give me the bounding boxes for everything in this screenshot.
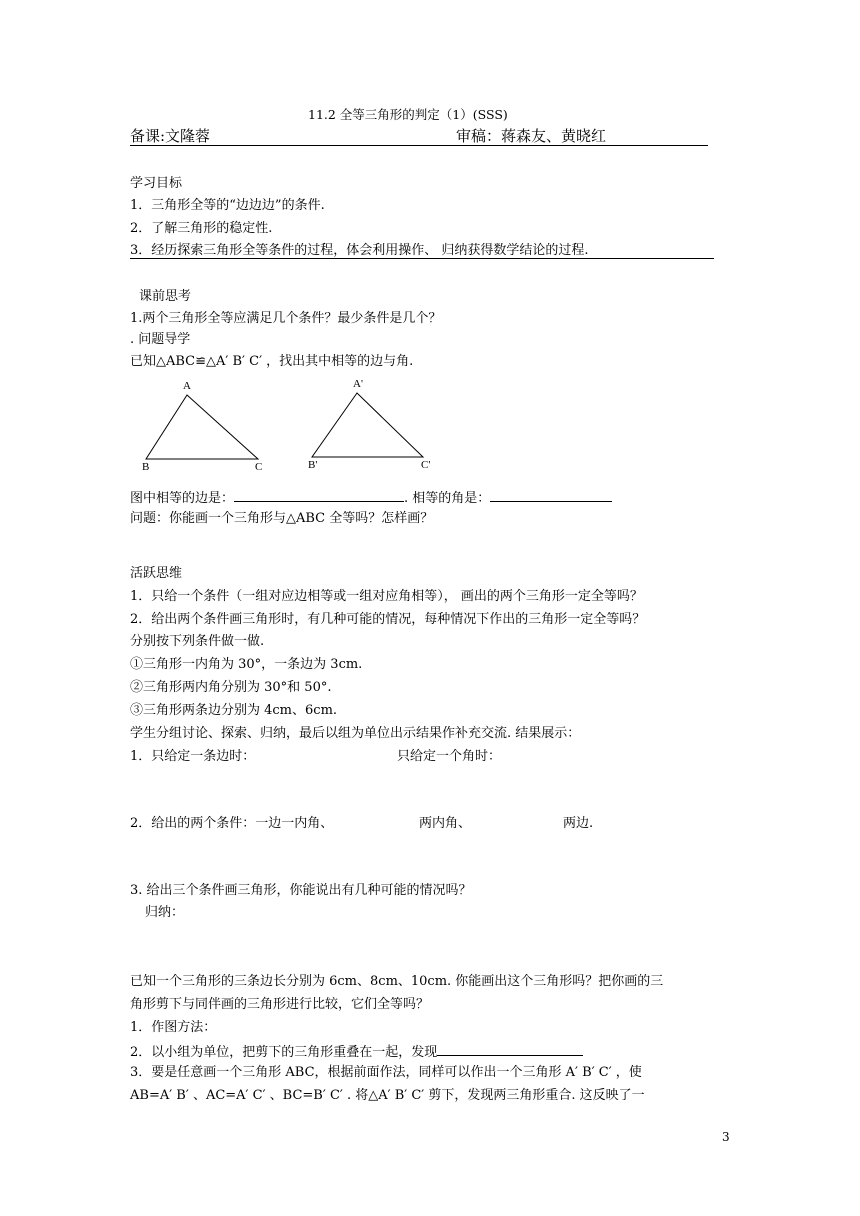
task-line-1: 已知一个三角形的三条边长分别为 6cm、8cm、10cm. 你能画出这个三角形吗？把你画的三 xyxy=(130,974,664,989)
page-number: 3 xyxy=(722,1130,730,1144)
condition-1: ①三角形一内角为 30°，一条边为 3cm. xyxy=(130,657,363,672)
condition-2: ②三角形两内角分别为 30°和 50°. xyxy=(130,680,332,695)
equal-angles-blank[interactable] xyxy=(490,487,612,502)
step-3-line-2: AB=A′ B′ 、AC=A′ C′ 、BC=B′ C′ . 将△A′ B′ C′ 剪下，发现两三角形重合. 这反映了一 xyxy=(130,1088,645,1103)
construct-question: 问题：你能画一个三角形与△ABC 全等吗？怎样画？ xyxy=(130,511,434,526)
summary-label: 归纳： xyxy=(145,905,185,920)
discussion-line: 学生分组讨论、探索、归纳，最后以组为单位出示结果作补充交流. 结果展示： xyxy=(130,726,581,741)
condition-3: ③三角形两条边分别为 4cm、6cm. xyxy=(130,703,338,718)
triangle-a-prime-b-prime-c-prime xyxy=(312,393,423,457)
step-2 xyxy=(130,1041,583,1062)
known-statement: 已知△ABC≌△A′ B′ C′ ，找出其中相等的边与角. xyxy=(130,354,414,369)
preparer-label: 备课:文隆蓉 xyxy=(130,127,211,145)
result-2-two-angles: 两内角、 xyxy=(419,816,472,831)
equal-sides-blank[interactable] xyxy=(234,487,404,502)
step-2-blank[interactable] xyxy=(437,1041,583,1056)
active-line-1: 1．只给一个条件（一组对应边相等或一组对应角相等）， 画出的两个三角形一定全等吗？ xyxy=(130,589,643,604)
triangle-abc xyxy=(146,395,258,459)
active-heading: 活跃思维 xyxy=(130,566,183,581)
step-1: 1．作图方法： xyxy=(130,1020,217,1035)
equal-sides-label: 图中相等的边是： xyxy=(130,491,235,506)
equal-angles-label: . 相等的角是： xyxy=(404,491,491,506)
preclass-heading: 课前思考 xyxy=(139,289,192,304)
result-1-side: 1．只给定一条边时： xyxy=(130,749,256,764)
vertex-label-a-prime: A' xyxy=(353,378,363,390)
goal-item-1: 1．三角形全等的“边边边”的条件. xyxy=(130,198,325,213)
goal-item-2: 2．了解三角形的稳定性. xyxy=(130,221,273,236)
preclass-question-1: 1.两个三角形全等应满足几个条件？最少条件是几个？ xyxy=(130,311,442,326)
result-3-question: 3. 给出三个条件画三角形，你能说出有几种可能的情况吗？ xyxy=(130,883,472,898)
document-title: 11.2 全等三角形的判定（1）(SSS) xyxy=(308,107,508,122)
vertex-label-a: A xyxy=(183,380,191,392)
result-1-angle: 只给定一个角时： xyxy=(397,749,502,764)
active-line-2: 2．给出两个条件画三角形时，有几种可能的情况，每种情况下作出的三角形一定全等吗？ xyxy=(130,612,646,627)
vertex-label-c: C xyxy=(255,461,263,473)
step-2-text: 2．以小组为单位，把剪下的三角形重叠在一起，发现 xyxy=(130,1045,438,1060)
goal-item-3: 3．经历探索三角形全等条件的过程，体会利用操作、 归纳获得数学结论的过程. xyxy=(130,243,589,258)
step-3-line-1: 3．要是任意画一个三角形 ABC，根据前面作法，同样可以作出一个三角形 A′ B′ C′ ，使 xyxy=(130,1065,642,1080)
task-line-2: 角形剪下与同伴画的三角形进行比较，它们全等吗？ xyxy=(130,997,430,1012)
goals-heading: 学习目标 xyxy=(130,176,183,191)
vertex-label-c-prime: C' xyxy=(421,459,431,471)
vertex-label-b: B xyxy=(142,461,150,473)
guide-heading: . 问题导学 xyxy=(130,332,191,347)
vertex-label-b-prime: B' xyxy=(308,459,318,471)
reviewer-label: 审稿：蒋森友、黄晓红 xyxy=(456,127,607,145)
active-line-3: 分别按下列条件做一做. xyxy=(130,634,265,649)
result-2-side-angle: 2．给出的两个条件：一边一内角、 xyxy=(130,816,334,831)
equal-sides-line xyxy=(130,487,612,508)
result-2-two-sides: 两边. xyxy=(563,816,594,831)
